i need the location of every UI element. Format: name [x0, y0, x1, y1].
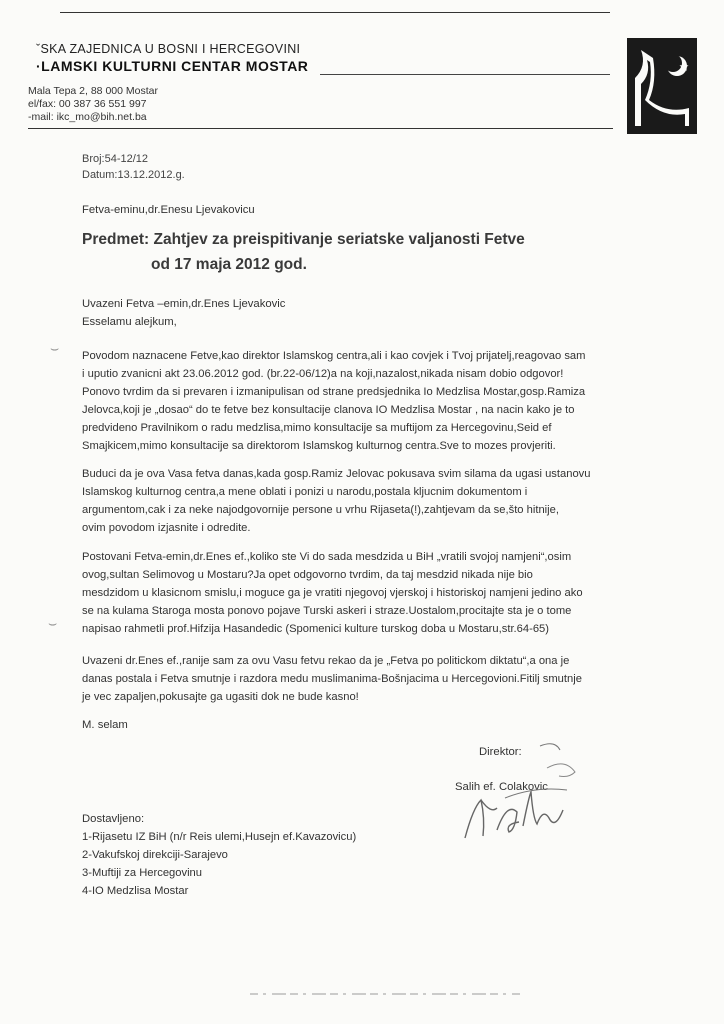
- margin-mark: ⌣: [48, 615, 58, 631]
- reference-number: Broj:54-12/12: [82, 153, 149, 165]
- paragraph-line: mesdzidom u klasicnom smislu,i moguce ga je vratiti njegovoj vjerskoj i historiskoj namjeni jedino ako: [82, 587, 583, 599]
- paragraph-line: argumentom,cak i za neke najodgovornije persone u vrhu Rijaseta(!),zahtjevam da se,što hitnije,: [82, 504, 559, 516]
- letterhead-mid-rule: [320, 74, 610, 75]
- letterhead-top-rule: [60, 12, 610, 13]
- paragraph-line: je vec zapaljen,pokusajte ga ugasiti dok ne bude kasno!: [82, 691, 359, 703]
- letterhead-org-line1: ˇSKA ZAJEDNICA U BOSNI I HERCEGOVINI: [36, 42, 301, 56]
- paragraph-line: predvideno Pravilnikom o radu medzlisa,mimo konsultacije sa muftijom za Hercegovinu,Seid ef: [82, 422, 552, 434]
- paragraph-line: Smajkicem,mimo konsultacije sa direktorom Islamskog kulturnog centra.Sve to mozes provjeriti.: [82, 440, 556, 452]
- paragraph-line: Uvazeni dr.Enes ef.,ranije sam za ovu Vasu fetvu rekao da je „Fetva po politickom diktatu“,a ona je: [82, 655, 570, 667]
- list-item: 4-IO Medzlisa Mostar: [82, 885, 189, 897]
- paragraph-line: se na kulama Staroga mosta ponovo pojave Turski askeri i straze.Uostalom,procitajte sta je o tome: [82, 605, 572, 617]
- subject-line1: Predmet: Zahtjev za preispitivanje seriatske valjanosti Fetve: [82, 231, 525, 248]
- letterhead-bottom-rule: [28, 128, 613, 129]
- paragraph-line: ovim povodom izjasnite i odredite.: [82, 522, 251, 534]
- greeting-phrase: Esselamu alejkum,: [82, 316, 177, 328]
- paragraph-line: Povodom naznacene Fetve,kao direktor Islamskog centra,ali i kao covjek i Tvoj prijatelj,reagovao sam: [82, 350, 586, 362]
- paragraph-line: Buduci da je ova Vasa fetva danas,kada gosp.Ramiz Jelovac pokusava svim silama da ugasi ustanovu: [82, 468, 591, 480]
- margin-mark: ⌣: [50, 340, 60, 356]
- list-item: 1-Rijasetu IZ BiH (n/r Reis ulemi,Husejn ef.Kavazovicu): [82, 831, 357, 843]
- signatory-title: Direktor:: [479, 746, 522, 758]
- paragraph-line: ovog,sultan Selimovog u Mostaru?Ja opet odgovorno tvrdim, da taj mesdzid nikada nije bio: [82, 569, 533, 581]
- paragraph-line: Ponovo tvrdim da si prevaren i izmanipulisan od strane predsjednika Io Medzlisa Mostar,gosp.Ramiza: [82, 386, 586, 398]
- paragraph-line: Jelovca,koji je „dosao“ do te fetve bez konsultacije clanova IO Medzlisa Mostar , na nacin kako je to: [82, 404, 575, 416]
- paragraph-line: Islamskog kulturnog centra,a mene oblati i ponizi u narodu,postala kljucnim dokumentom i: [82, 486, 528, 498]
- paragraph-line: danas postala i Fetva smutnje i razdora medu muslimanima-Bošnjacima u Hercegovioni.Fitilj smutnje: [82, 673, 582, 685]
- paragraph-line: i uputio zvanicni akt 23.06.2012 god. (br.22-06/12)a na koji,nazalost,nikada nisam dobio odgovor!: [82, 368, 564, 380]
- letterhead-telfax: el/fax: 00 387 36 551 997: [28, 98, 147, 110]
- signatory-name: Salih ef. Colakovic: [455, 781, 548, 793]
- letterhead-org-line2: ·LAMSKI KULTURNI CENTAR MOSTAR: [36, 58, 309, 74]
- list-item: 2-Vakufskoj direkciji-Sarajevo: [82, 849, 228, 861]
- scan-artifact: [250, 992, 520, 996]
- recipient: Fetva-eminu,dr.Enesu Ljevakovicu: [82, 204, 255, 216]
- paragraph-1: [82, 347, 642, 455]
- paragraph-3: [82, 548, 642, 638]
- paragraph-line: napisao rahmetli prof.Hifzija Hasandedic (Spomenici kulture turskog doba u Mostaru,str.64-65): [82, 623, 549, 635]
- salutation: Uvazeni Fetva –emin,dr.Enes Ljevakovic: [82, 298, 286, 310]
- list-item: 3-Muftiji za Hercegovinu: [82, 867, 203, 879]
- closing: M. selam: [82, 719, 128, 731]
- paragraph-2: [82, 465, 642, 537]
- letterhead-email: -mail: ikc_mo@bih.net.ba: [28, 111, 147, 123]
- distribution-heading: Dostavljeno:: [82, 813, 145, 825]
- paragraph-line: Postovani Fetva-emin,dr.Enes ef.,koliko ste Vi do sada mesdzida u BiH „vratili svojoj namjeni“,osim: [82, 551, 572, 563]
- paragraph-4: [82, 652, 642, 706]
- letterhead-address: Mala Tepa 2, 88 000 Mostar: [28, 85, 158, 97]
- crescent-star-logo-icon: [627, 38, 697, 134]
- subject-line2: od 17 maja 2012 god.: [151, 256, 307, 273]
- letter-date: Datum:13.12.2012.g.: [82, 169, 185, 181]
- distribution-list: [82, 828, 642, 900]
